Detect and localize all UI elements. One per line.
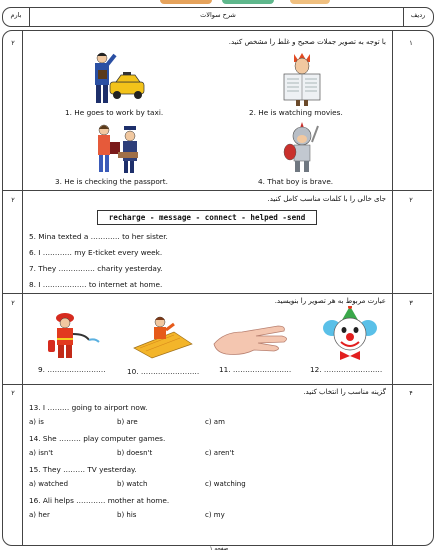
question-instruction: با توجه به تصویر جملات صحیح و غلط را مشخص کنید.: [228, 38, 386, 46]
choice-question: 13. I ……… going to airport now.: [29, 403, 148, 412]
decorative-top-tab: [290, 0, 330, 4]
choice-option[interactable]: a) watched: [29, 480, 69, 488]
header-divider: [29, 8, 30, 26]
header-score: بارم: [10, 11, 22, 19]
row-number: ۳: [409, 299, 413, 307]
row-number: ۱: [409, 39, 413, 47]
picture-caption: 2. He is watching movies.: [249, 108, 343, 117]
clown-image: [320, 306, 380, 364]
row-divider: [3, 190, 432, 191]
choice-option[interactable]: b) are: [117, 418, 138, 426]
row-divider: [3, 293, 432, 294]
fill-blank-sentence: 8. I ……………… to internet at home.: [29, 280, 163, 289]
row-number: ۲: [409, 196, 413, 204]
picture-caption: 4. That boy is brave.: [258, 177, 334, 186]
score-value: ۲: [11, 299, 15, 307]
choice-question: 16. Ali helps ………… mother at home.: [29, 496, 170, 505]
choice-option[interactable]: a) is: [29, 418, 44, 426]
man-taxi-image: [88, 50, 148, 108]
score-column-divider: [22, 31, 23, 545]
passport-check-image: [90, 122, 142, 174]
choice-option[interactable]: c) aren't: [205, 449, 235, 457]
question-instruction: عبارت مربوط به هر تصویر را بنویسید.: [274, 297, 386, 305]
man-newspaper-image: [280, 52, 324, 106]
flying-carpet-image: [130, 310, 194, 360]
picture-caption: 1. He goes to work by taxi.: [65, 108, 164, 117]
choice-option[interactable]: b) watch: [117, 480, 148, 488]
answer-blank[interactable]: 9. ……………………: [38, 365, 106, 374]
score-value: ۲: [11, 39, 15, 47]
picture-caption: 3. He is checking the passport.: [55, 177, 168, 186]
choice-option[interactable]: a) her: [29, 511, 50, 519]
fill-blank-sentence: 6. I ………… my E-ticket every week.: [29, 248, 163, 257]
decorative-top-tab: [222, 0, 274, 4]
score-value: ۲: [11, 389, 15, 397]
choice-question: 14. She ……… play computer games.: [29, 434, 166, 443]
choice-option[interactable]: b) doesn't: [117, 449, 153, 457]
choice-question: 15. They ……… TV yesterday.: [29, 465, 137, 474]
hand-image: [212, 314, 292, 360]
answer-blank[interactable]: 12. ……………………: [310, 365, 383, 374]
fill-blank-sentence: 5. Mina texted a ………… to her sister.: [29, 232, 168, 241]
choice-option[interactable]: b) his: [117, 511, 137, 519]
question-instruction: گزینه مناسب را انتخاب کنید.: [303, 388, 386, 396]
fill-blank-sentence: 7. They …………… charity yesterday.: [29, 264, 163, 273]
header-divider: [403, 8, 404, 26]
row-divider: [3, 384, 432, 385]
row-column-divider: [392, 31, 393, 545]
brave-boy-image: [282, 122, 322, 174]
page-number: صفحه ۱: [209, 546, 229, 552]
answer-blank[interactable]: 10. ……………………: [127, 367, 200, 376]
decorative-top-tab: [160, 0, 212, 4]
choice-option[interactable]: c) my: [205, 511, 225, 519]
header-row: ردیف: [410, 11, 426, 19]
answer-blank[interactable]: 11. ……………………: [219, 365, 292, 374]
row-number: ۴: [409, 389, 413, 397]
choice-option[interactable]: c) am: [205, 418, 225, 426]
choice-option[interactable]: a) isn't: [29, 449, 53, 457]
question-instruction: جای خالی را با کلمات مناسب کامل کنید.: [267, 195, 386, 203]
firefighter-image: [45, 310, 101, 362]
table-header: [2, 7, 434, 27]
word-bank: recharge - message - connect - helped -send: [97, 210, 317, 225]
header-questions: شرح سوالات: [200, 11, 236, 19]
choice-option[interactable]: c) watching: [205, 480, 246, 488]
score-value: ۲: [11, 196, 15, 204]
